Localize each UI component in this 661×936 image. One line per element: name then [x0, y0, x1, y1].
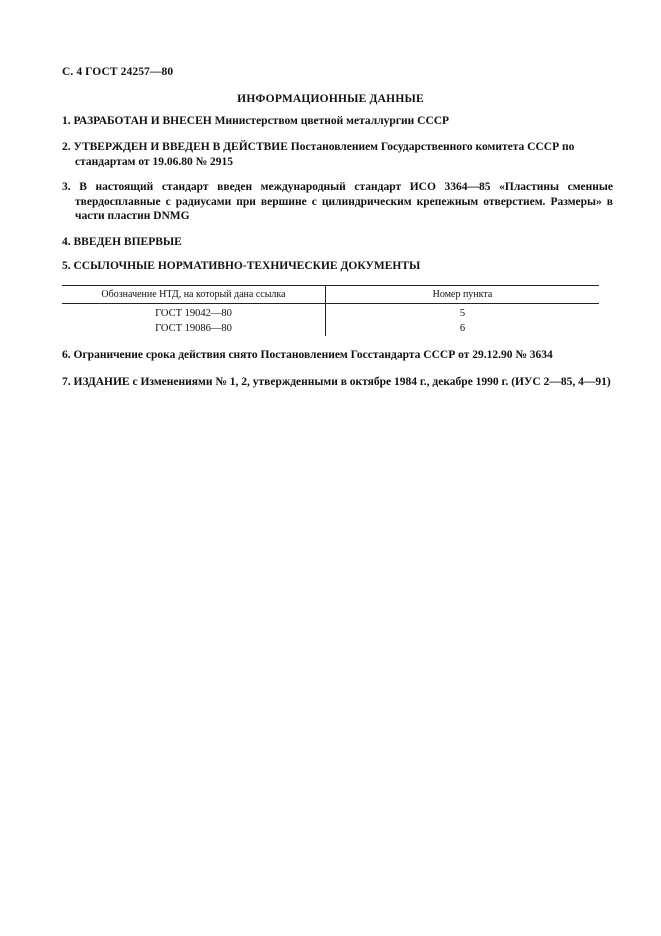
table-row: [62, 304, 599, 322]
column-header-document: Обозначение НТД, на который дана ссылка: [62, 286, 326, 304]
page-header: С. 4 ГОСТ 24257—80: [62, 66, 174, 78]
item-number: 3.: [62, 181, 71, 193]
table-cell-document: ГОСТ 19086—80: [62, 322, 326, 337]
section-title: ИНФОРМАЦИОННЫЕ ДАННЫЕ: [237, 93, 424, 105]
item-text: ИЗДАНИЕ с Изменениями № 1, 2, утвержденными в октябре 1984 г., декабре 1990 г. (ИУС 2—85, 4—91): [73, 376, 611, 388]
info-item-7: [62, 375, 613, 390]
table-header-row: [62, 286, 599, 304]
column-header-clause: Номер пункта: [326, 286, 600, 304]
table-cell-clause: 5: [459, 308, 466, 320]
item-text: Ограничение срока действия снято Постановлением Госстандарта СССР от 29.12.90 № 3634: [73, 349, 553, 361]
item-text: ССЫЛОЧНЫЕ НОРМАТИВНО-ТЕХНИЧЕСКИЕ ДОКУМЕНТЫ: [73, 260, 421, 272]
item-number: 6.: [62, 349, 71, 361]
item-text: В настоящий стандарт введен международный стандарт ИСО 3364—85 «Пластины сменные твердосплавные с радиусами при вершине с цилиндрическим крепежным отверстием. Размеры» в части пластин DNMG: [75, 181, 613, 222]
item-text: РАЗРАБОТАН И ВНЕСЕН Министерством цветной металлургии СССР: [73, 115, 450, 127]
item-text: ВВЕДЕН ВПЕРВЫЕ: [73, 236, 182, 248]
item-number: 7.: [62, 376, 71, 388]
item-number: 2.: [62, 141, 71, 153]
item-number: 1.: [62, 115, 71, 127]
info-item-4: [62, 235, 613, 250]
info-item-2: [62, 140, 613, 169]
item-number: 4.: [62, 236, 71, 248]
reference-documents-table: [62, 285, 599, 336]
info-item-5: [62, 259, 613, 274]
item-number: 5.: [62, 260, 71, 272]
info-item-1: [62, 114, 613, 129]
item-text: УТВЕРЖДЕН И ВВЕДЕН В ДЕЙСТВИЕ Постановлением Государственного комитета СССР по стандартам от 19.06.80 № 2915: [73, 141, 575, 168]
table-cell-clause: 6: [459, 322, 466, 334]
table-row: [62, 322, 599, 337]
info-item-6: [62, 348, 613, 363]
table-cell-document: ГОСТ 19042—80: [62, 304, 326, 322]
info-item-3: [62, 180, 613, 224]
